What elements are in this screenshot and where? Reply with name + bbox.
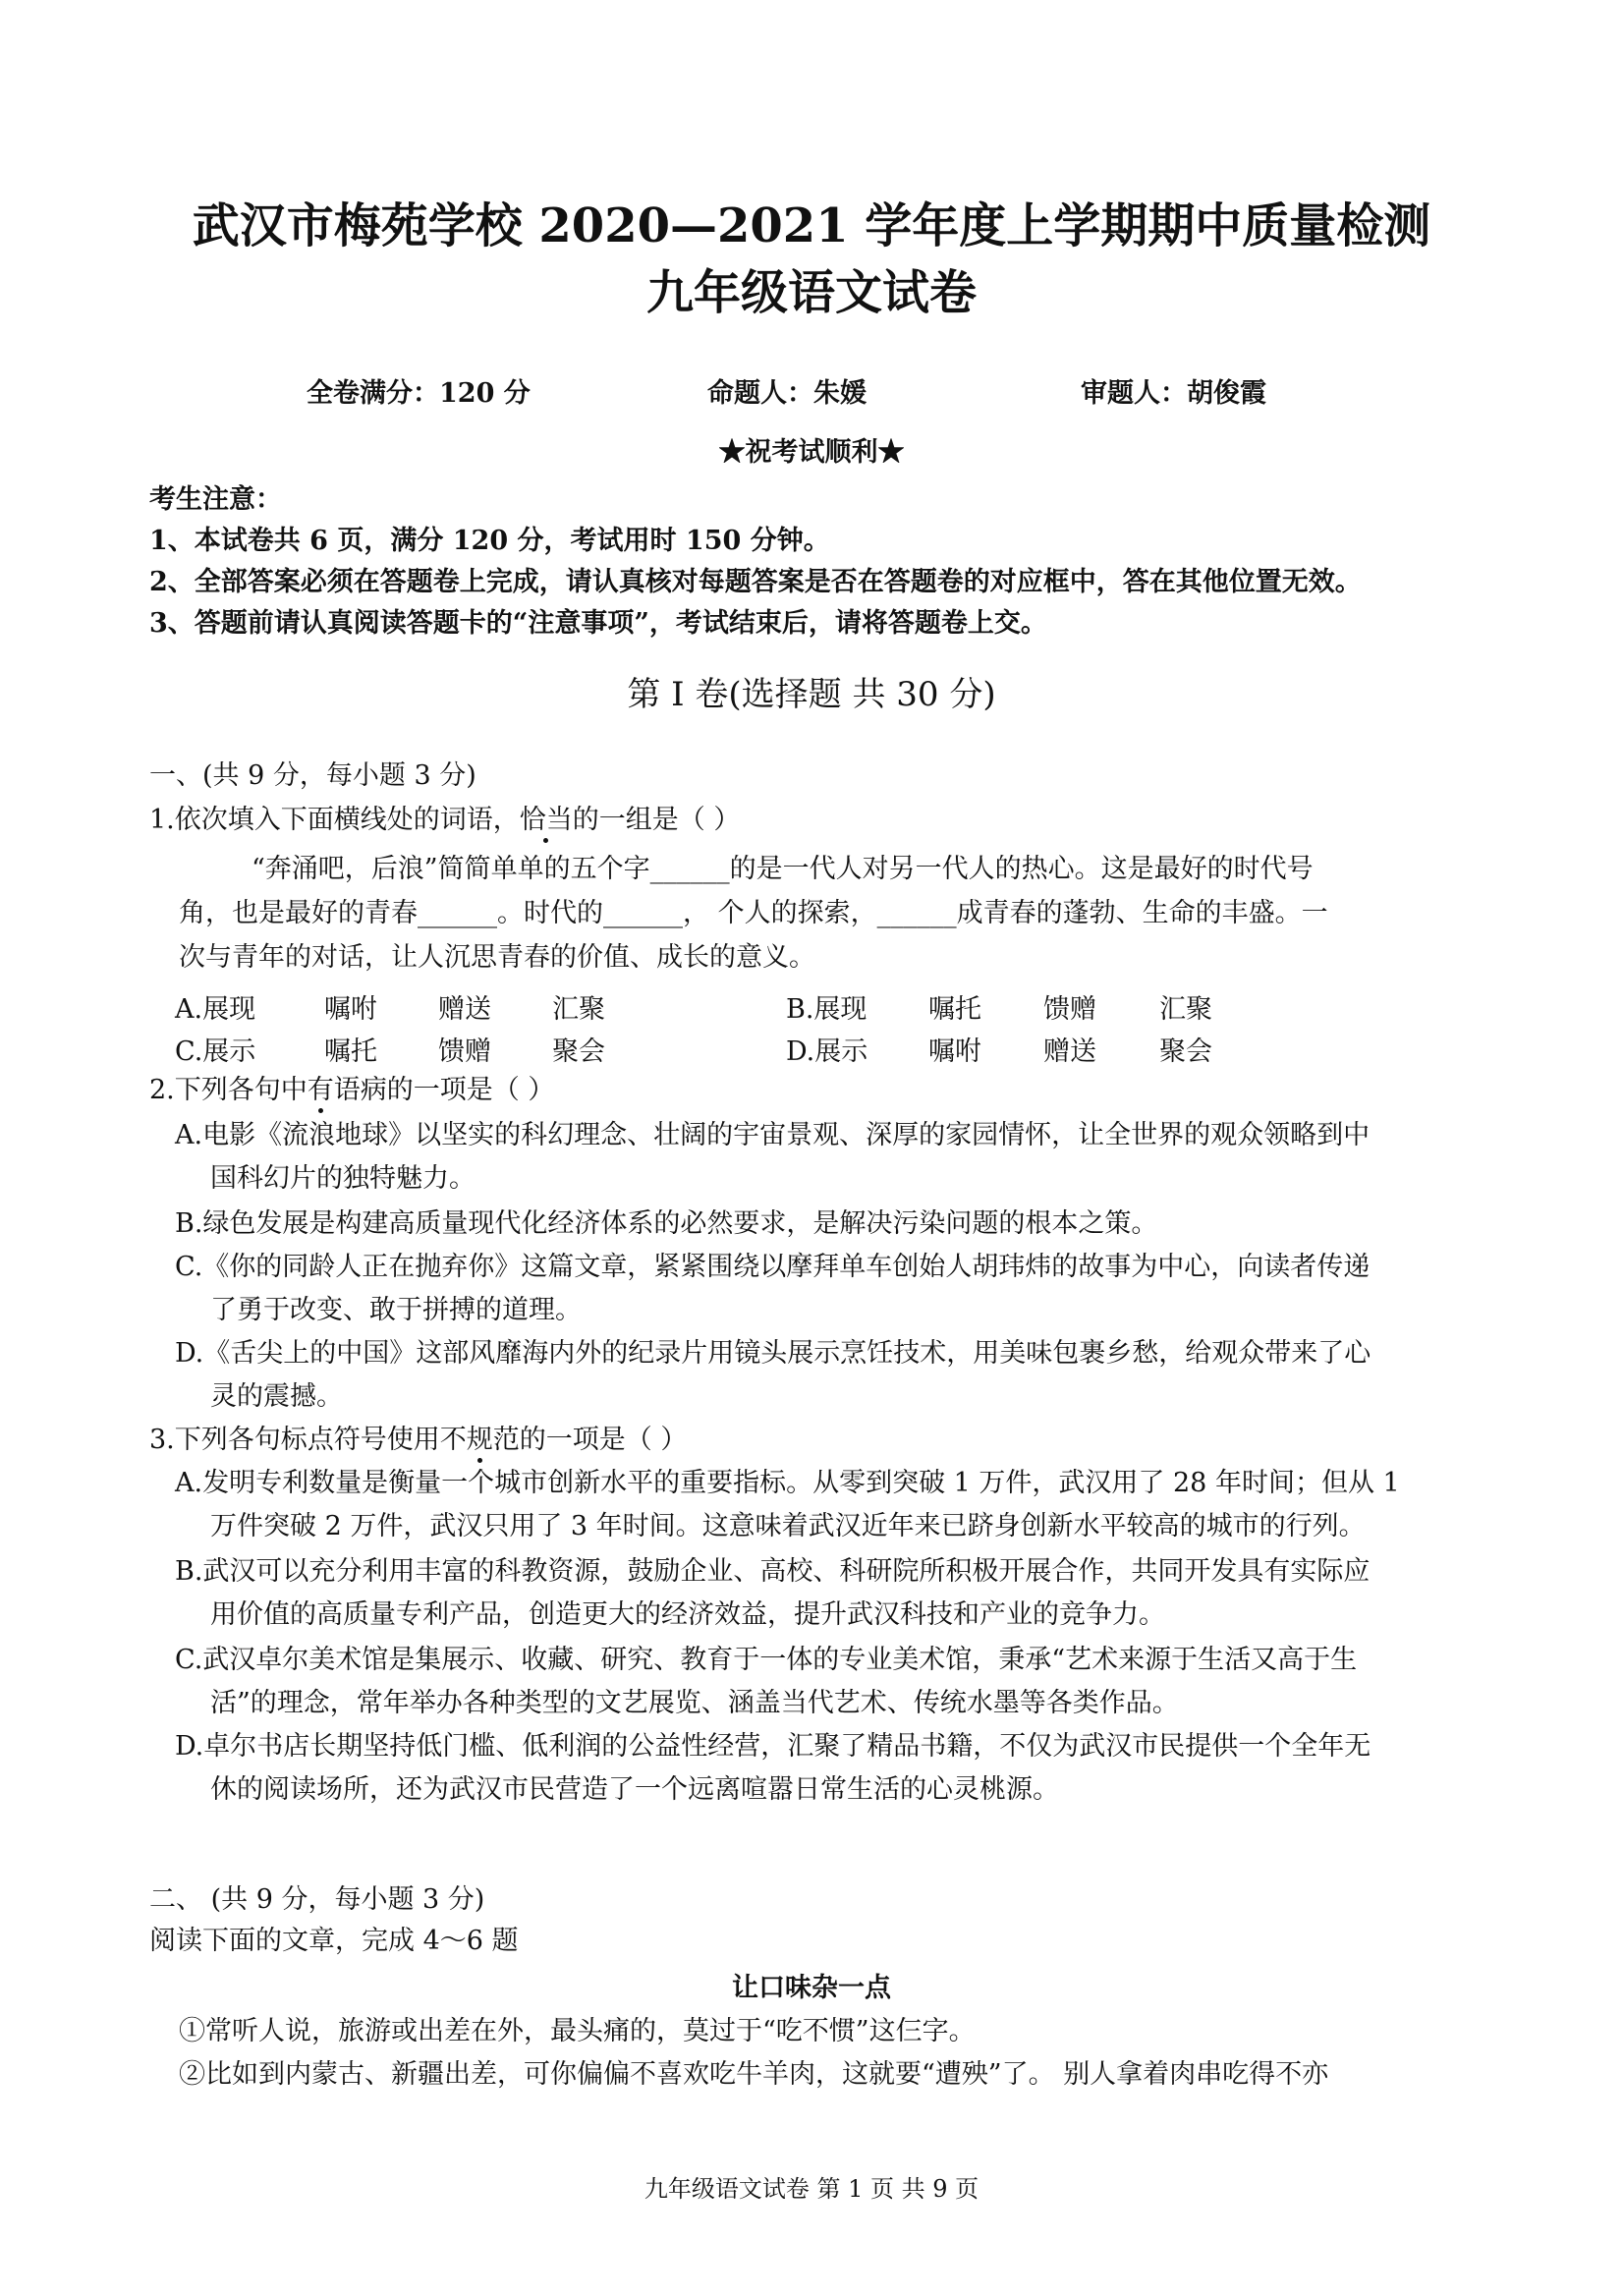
article-title: 让口味杂一点 bbox=[732, 1973, 891, 2003]
q1-passage-line: 角，也是最好的青春______。时代的______， 个人的探索，______成青春的蓬勃、生命的丰盛。一 bbox=[179, 898, 1328, 928]
q2-option-c-line: C.《你的同龄人正在抛弃你》这篇文章，紧紧围绕以摩拜单车创始人胡玮炜的故事为中心，向读者传递 bbox=[175, 1252, 1371, 1282]
blessing-line: ★祝考试顺利★ bbox=[718, 437, 905, 468]
q3-stem-dotted: 不规范 bbox=[439, 1425, 520, 1455]
q2-option-d-line: D.《舌尖上的中国》这部风靡海内外的纪录片用镜头展示烹饪技术，用美味包裹乡愁，给观众带来了心 bbox=[175, 1338, 1371, 1369]
q2-stem-dotted: 有 bbox=[307, 1075, 334, 1105]
q3-option-d-line: 休的阅读场所，还为武汉市民营造了一个远离喧嚣日常生活的心灵桃源。 bbox=[210, 1774, 1059, 1805]
q3-option-b-line: B.武汉可以充分利用丰富的科教资源，鼓励企业、高校、科研院所积极开展合作，共同开发具有实际应 bbox=[175, 1556, 1371, 1587]
q1-option-d-word: 聚会 bbox=[1159, 1036, 1212, 1067]
article-paragraph: ①常听人说，旅游或出差在外，最头痛的，莫过于“吃不惯”这仨字。 bbox=[179, 2016, 976, 2046]
q3-option-a-line: A.发明专利数量是衡量一个城市创新水平的重要指标。从零到突破 1 万件，武汉用了 28 年时间；但从 1 bbox=[175, 1468, 1400, 1498]
notice-heading: 考生注意： bbox=[149, 484, 282, 515]
question-author: 命题人：朱媛 bbox=[707, 378, 867, 409]
q3-option-c-line: 活”的理念，常年举办各种类型的文艺展览、涵盖当代艺术、传统水墨等各类作品。 bbox=[210, 1688, 1179, 1718]
q1-option-c-label: C.展示 bbox=[175, 1036, 256, 1067]
q2-option-d-line: 灵的震撼。 bbox=[210, 1381, 343, 1412]
question-reviewer: 审题人：胡俊霞 bbox=[1081, 378, 1266, 409]
notice-item: 3、答题前请认真阅读答题卡的“注意事项”，考试结束后，请将答题卷上交。 bbox=[149, 608, 1047, 639]
q1-stem-before: 1.依次填入下面横线处的词语， bbox=[149, 805, 520, 835]
q2-option-a-line: 国科幻片的独特魅力。 bbox=[210, 1163, 476, 1194]
q2-stem bbox=[149, 1071, 554, 1110]
q1-option-a-word: 赠送 bbox=[438, 994, 491, 1025]
q1-passage-line: “奔涌吧，后浪”简简单单的五个字______的是一代人对另一代人的热心。这是最好的时代号 bbox=[252, 854, 1314, 884]
exam-title-line1: 武汉市梅苑学校 2020—2021 学年度上学期期中质量检测 bbox=[192, 198, 1431, 253]
q1-stem bbox=[149, 801, 740, 840]
q3-stem bbox=[149, 1421, 687, 1460]
q2-stem-before: 2.下列各句中 bbox=[149, 1075, 308, 1105]
q1-option-c-word: 聚会 bbox=[552, 1036, 605, 1067]
q1-option-a-word: 嘱咐 bbox=[324, 994, 377, 1025]
q2-option-b-line: B.绿色发展是构建高质量现代化经济体系的必然要求，是解决污染问题的根本之策。 bbox=[175, 1208, 1158, 1239]
q1-option-a-label: A.展现 bbox=[175, 994, 256, 1025]
q3-option-c-line: C.武汉卓尔美术馆是集展示、收藏、研究、教育于一体的专业美术馆，秉承“艺术来源于生活又高于生 bbox=[175, 1645, 1358, 1675]
q3-option-d-line: D.卓尔书店长期坚持低门槛、低利润的公益性经营，汇聚了精品书籍，不仅为武汉市民提供一个全年无 bbox=[175, 1731, 1371, 1762]
q2-stem-after: 语病的一项是（ ） bbox=[333, 1075, 555, 1105]
q1-option-a-word: 汇聚 bbox=[552, 994, 605, 1025]
q1-option-c-word: 馈赠 bbox=[438, 1036, 491, 1067]
q1-passage-line: 次与青年的对话，让人沉思青春的价值、成长的意义。 bbox=[179, 942, 815, 973]
q2-option-c-line: 了勇于改变、敢于拼搏的道理。 bbox=[210, 1295, 582, 1325]
q1-option-b-label: B.展现 bbox=[786, 994, 867, 1025]
q1-option-b-word: 嘱托 bbox=[928, 994, 981, 1025]
part1-title: 第 I 卷(选择题 共 30 分) bbox=[627, 675, 996, 714]
full-score: 全卷满分：120 分 bbox=[307, 378, 531, 409]
notice-item: 1、本试卷共 6 页，满分 120 分，考试用时 150 分钟。 bbox=[149, 526, 830, 556]
q1-option-d-word: 赠送 bbox=[1043, 1036, 1096, 1067]
q1-stem-dotted: 恰当 bbox=[519, 805, 573, 835]
q1-option-c-word: 嘱托 bbox=[324, 1036, 377, 1067]
q2-option-a-line: A.电影《流浪地球》以坚实的科幻理念、壮阔的宇宙景观、深厚的家园情怀，让全世界的观众领略到中 bbox=[175, 1120, 1371, 1150]
section1-heading: 一、(共 9 分，每小题 3 分) bbox=[149, 760, 476, 791]
q3-option-a-line: 万件突破 2 万件，武汉只用了 3 年时间。这意味着武汉近年来已跻身创新水平较高的城市的行列。 bbox=[210, 1511, 1366, 1541]
q1-option-b-word: 馈赠 bbox=[1043, 994, 1096, 1025]
q1-option-b-word: 汇聚 bbox=[1159, 994, 1212, 1025]
q3-option-b-line: 用价值的高质量专利产品，创造更大的经济效益，提升武汉科技和产业的竞争力。 bbox=[210, 1599, 1165, 1630]
q1-option-d-word: 嘱咐 bbox=[928, 1036, 981, 1067]
exam-title-line2: 九年级语文试卷 bbox=[645, 265, 977, 320]
q1-stem-after: 的一组是（ ） bbox=[572, 805, 741, 835]
q3-stem-after: 的一项是（ ） bbox=[519, 1425, 688, 1455]
notice-item: 2、全部答案必须在答题卷上完成，请认真核对每题答案是否在答题卷的对应框中，答在其他位置无效。 bbox=[149, 567, 1362, 597]
q3-stem-before: 3.下列各句标点符号使用 bbox=[149, 1425, 440, 1455]
section2-heading: 二、 (共 9 分，每小题 3 分) bbox=[149, 1884, 485, 1915]
q1-option-d-label: D.展示 bbox=[786, 1036, 868, 1067]
section2-instruction: 阅读下面的文章，完成 4～6 题 bbox=[149, 1926, 519, 1956]
page-footer: 九年级语文试卷 第 1 页 共 9 页 bbox=[644, 2175, 979, 2203]
article-paragraph: ②比如到内蒙古、新疆出差，可你偏偏不喜欢吃牛羊肉，这就要“遭殃”了。 别人拿着肉串吃得不亦 bbox=[179, 2059, 1329, 2090]
